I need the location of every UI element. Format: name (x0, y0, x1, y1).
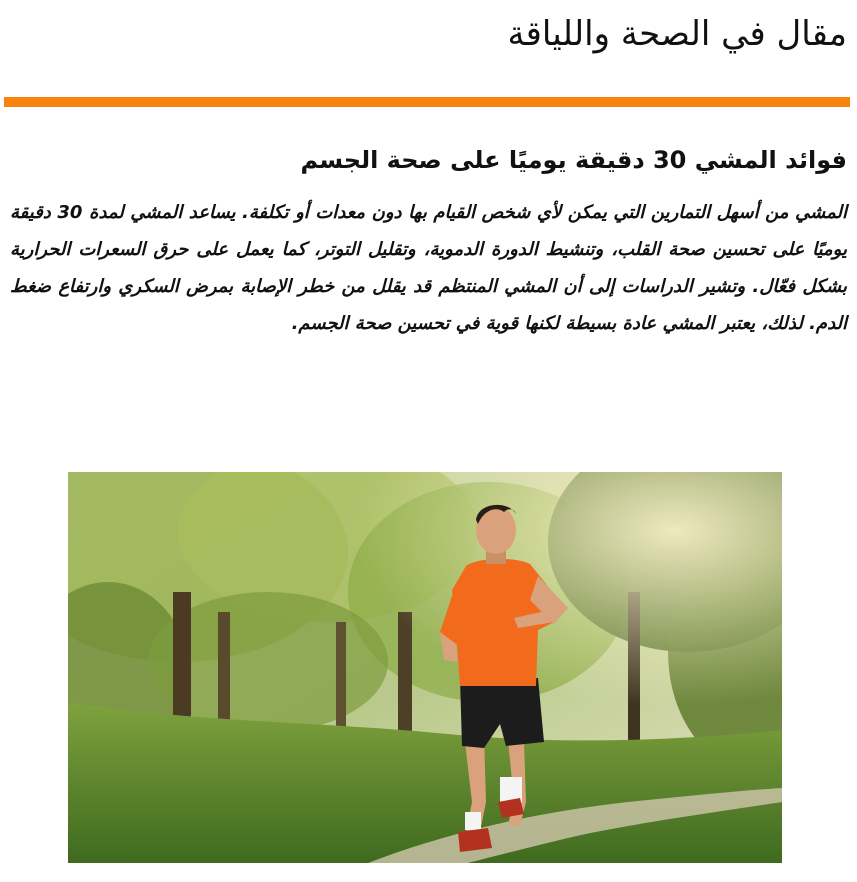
article-heading: فوائد المشي 30 دقيقة يوميًا على صحة الجسم (300, 146, 847, 174)
article-body: المشي من أسهل التمارين التي يمكن لأي شخص القيام بها دون معدات أو تكلفة. يساعد المشي لمدة 30 دقيقة يوميًا على تحسين صحة القلب، وتنشيط الدورة الدموية، وتقليل التوتر، كما يعمل على حرق السعرات الحرارية بشكل فعّال. وتشير الدراسات إلى أن المشي المنتظم قد يقلل من خطر الإصابة بمرض السكري وارتفاع ضغط الدم. لذلك، يعتبر المشي عادة بسيطة لكنها قوية في تحسين صحة الجسم. (10, 202, 847, 334)
page-title: مقال في الصحة واللياقة (507, 14, 847, 54)
article-photo (68, 472, 782, 863)
runner-photo (68, 472, 782, 863)
title-divider (4, 97, 850, 107)
